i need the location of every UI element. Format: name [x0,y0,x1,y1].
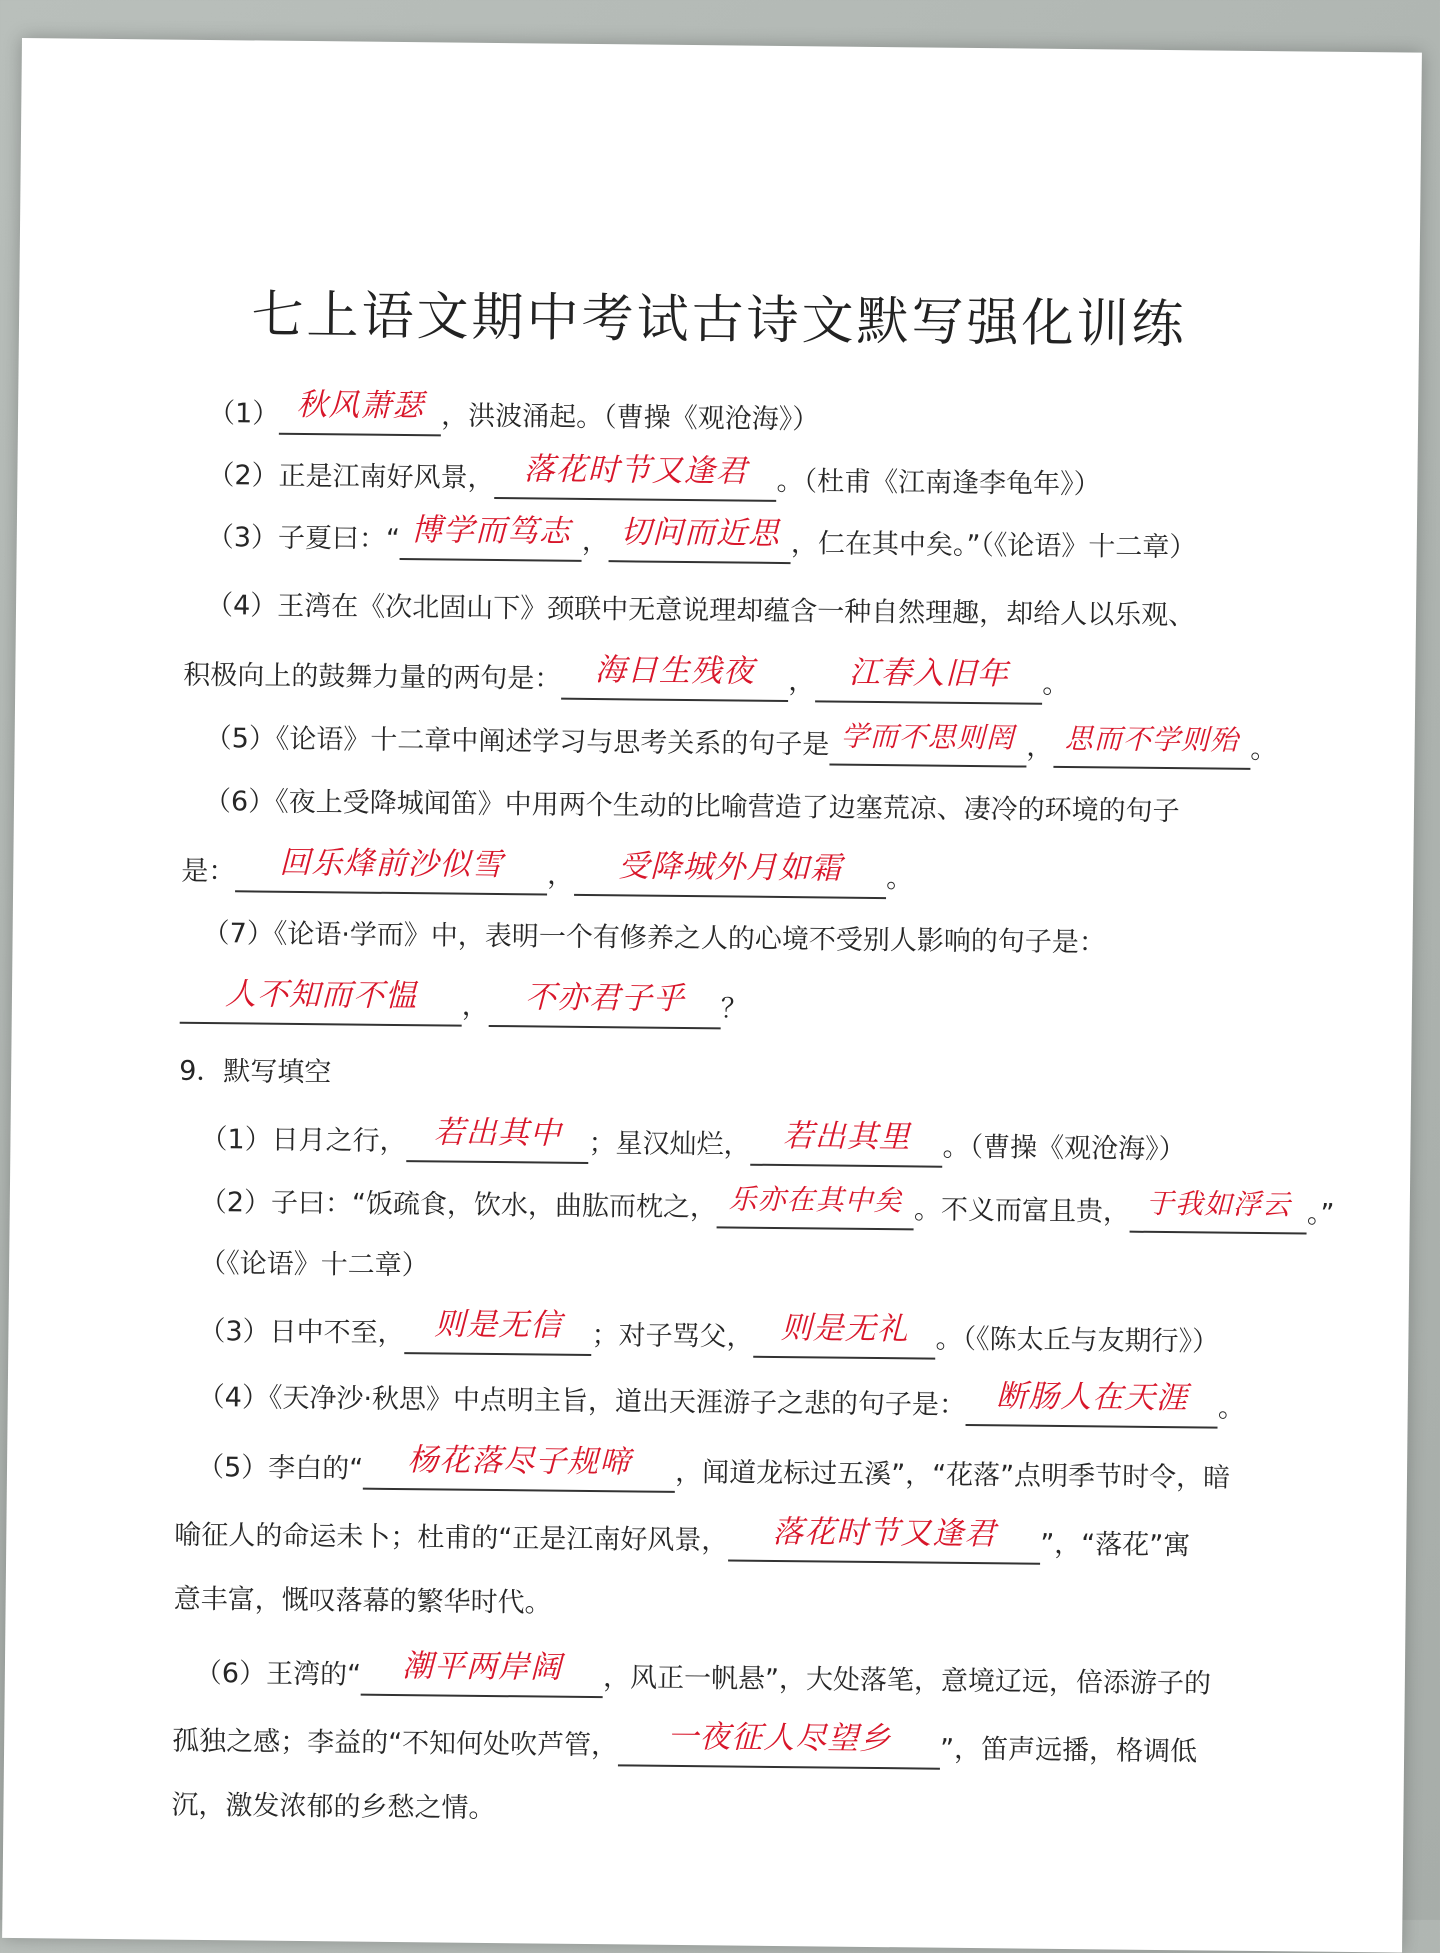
p2-mid: 。不义而富且贵， [913,1194,1131,1228]
fill-5-line-3: 意丰富，慨叹落幕的繁华时代。 [173,1583,552,1619]
p6-answer-1: 潮平两岸阔 [401,1648,563,1686]
fill-4 [198,1374,1246,1429]
p5-suffix-1: ，闻道龙标过五溪”，“花落”点明季节时令，暗 [675,1456,1231,1494]
p4-suffix: 。 [1217,1392,1246,1424]
question-3 [207,514,1197,568]
fill-2-line-1 [200,1180,1335,1235]
p1-mid: ；星汉灿烂， [588,1127,751,1161]
p1-blank-2 [750,1118,942,1168]
p3-suffix: 。（《陈太丘与友期行》） [935,1323,1220,1358]
q1-answer: 秋风萧瑟 [296,386,425,425]
question-7-line-1: （7）《论语·学而》中，表明一个有修养之人的心境不受别人影响的句子是： [202,917,1107,959]
question-6-line-1: （6）《夜上受降城闻笛》中用两个生动的比喻营造了边塞荒凉、凄冷的环境的句子 [203,785,1180,828]
q6-answer-2: 受降城外月如霜 [618,848,843,887]
fill-3 [198,1308,1219,1363]
q7-suffix: ？ [720,993,749,1025]
q3-suffix: ，仁在其中矣。”（《论语》十二章） [790,528,1197,564]
q3-prefix: （3）子夏曰：“ [206,521,401,555]
q1-prefix: （1） [207,397,280,430]
p1-answer-1: 若出其中 [433,1114,562,1152]
q6-answer-1: 回乐烽前沙似雪 [279,844,504,884]
p3-answer-1: 则是无信 [434,1306,563,1344]
q4-answer-1: 海日生残夜 [594,652,756,690]
p2-answer-2: 于我如浮云 [1145,1186,1292,1222]
fill-1 [200,1116,1186,1170]
q3-mid: ， [581,525,610,558]
question-4-line-1: （4）王湾在《次北固山下》颈联中无意说理却蕴含一种自然理趣，却给人以乐观、 [205,589,1196,632]
q5-prefix: （5）《论语》十二章中阐述学习与思考关系的句子是 [204,722,830,761]
q6-blank-1 [235,844,547,895]
q4-blank-2 [815,654,1042,704]
q5-blank-2 [1053,721,1250,770]
question-7-line-2 [180,976,749,1030]
p6-prefix: （6）王湾的“ [194,1657,362,1691]
section-9-heading: 9．默写填空 [179,1055,332,1089]
p2-prefix: （2）子曰：“饭疏食，饮水，曲肱而枕之， [199,1186,718,1224]
q4-blank-1 [561,652,788,702]
q7-mid: ， [461,990,490,1022]
p1-suffix: 。（曹操《观沧海》） [942,1131,1186,1166]
q7-blank-2 [489,979,721,1029]
p5-blank-1 [363,1442,675,1493]
fill-5-line-1 [197,1444,1231,1499]
q4-answer-2: 江春入旧年 [848,654,1010,693]
fill-6-line-3: 沉，激发浓郁的乡愁之情。 [171,1789,496,1825]
q4-mid: ， [788,666,816,698]
question-6-line-2 [181,844,914,900]
p2-blank-1 [717,1182,914,1230]
q5-suffix: 。 [1250,733,1278,766]
fill-6-line-2 [172,1718,1197,1773]
q2-answer: 落花时节又逢君 [523,451,748,490]
q6-mid: ， [547,859,575,891]
p3-mid: ；对子骂父， [591,1320,754,1353]
p3-blank-1 [404,1306,591,1356]
q1-suffix: ，洪波涌起。（曹操《观沧海》） [441,400,820,436]
q5-answer-1: 学而不思则罔 [840,719,1016,755]
q4-suffix: 。 [1042,668,1070,701]
p5-prefix-2: 喻征人的命运未卜；杜甫的“正是江南好风景， [174,1519,729,1557]
fill-6-line-1 [195,1650,1212,1705]
worksheet-paper [2,38,1422,1953]
p1-answer-2: 若出其里 [782,1118,911,1156]
question-1 [207,386,820,440]
p1-prefix: （1）日月之行， [200,1123,407,1158]
q2-prefix: （2）正是江南好风景， [207,459,495,494]
fill-2-line-2: （《论语》十二章） [199,1247,429,1282]
p4-blank [966,1378,1218,1429]
q7-answer-2: 不亦君子乎 [524,979,686,1017]
p6-suffix-1: ，风正一帆悬”，大处落笔，意境辽远，倍添游子的 [602,1662,1212,1700]
p1-blank-1 [406,1114,588,1164]
p2-blank-2 [1130,1186,1307,1235]
q5-answer-2: 思而不学则殆 [1064,721,1240,757]
p2-suffix: 。” [1306,1198,1335,1230]
question-2 [207,452,1101,505]
fill-5-line-2 [174,1512,1190,1567]
p4-answer: 断肠人在天涯 [995,1378,1189,1417]
p5-blank-2 [728,1513,1040,1564]
q3-blank-2 [609,514,791,564]
q7-answer-1: 人不知而不愠 [224,976,418,1015]
q3-blank-1 [400,512,582,562]
q6-suffix: 。 [886,863,914,895]
p2-answer-1: 乐亦在其中矣 [728,1182,903,1218]
page-title: 七上语文期中考试古诗文默写强化训练 [251,285,1187,356]
p3-prefix: （3）日中不至， [198,1315,405,1350]
question-5 [204,716,1277,770]
q3-answer-2: 切问而近思 [619,514,781,552]
q6-blank-2 [574,848,886,899]
q4-prefix: 积极向上的鼓舞力量的两句是： [183,659,562,695]
q2-suffix: 。（杜甫《江南逢李龟年》） [776,465,1101,501]
p5-answer-1: 杨花落尽子规啼 [407,1442,632,1481]
q5-mid: ， [1026,731,1054,763]
question-4-line-2 [183,652,1069,705]
p6-blank-2 [618,1718,940,1769]
p4-prefix: （4）《天净沙·秋思》中点明主旨，道出天涯游子之悲的句子是： [197,1381,967,1421]
p6-answer-2: 一夜征人尽望乡 [667,1718,892,1758]
p3-blank-2 [753,1310,935,1360]
p6-blank-1 [361,1648,603,1699]
p6-suffix-2: ”，笛声远播，格调低 [939,1733,1198,1768]
q7-blank-1 [180,976,462,1027]
p5-suffix-2: ”，“落花”寓 [1040,1528,1191,1562]
q2-blank [494,451,776,502]
q6-prefix: 是： [181,855,236,888]
q3-answer-1: 博学而笃志 [410,512,572,550]
p5-answer-2: 落花时节又逢君 [772,1513,997,1553]
p6-prefix-2: 孤独之感；李益的“不知何处吹芦管， [172,1725,619,1762]
q1-blank [279,386,441,437]
p3-answer-2: 则是无礼 [780,1310,909,1348]
q5-blank-1 [829,719,1026,767]
p5-prefix: （5）李白的“ [196,1451,364,1485]
